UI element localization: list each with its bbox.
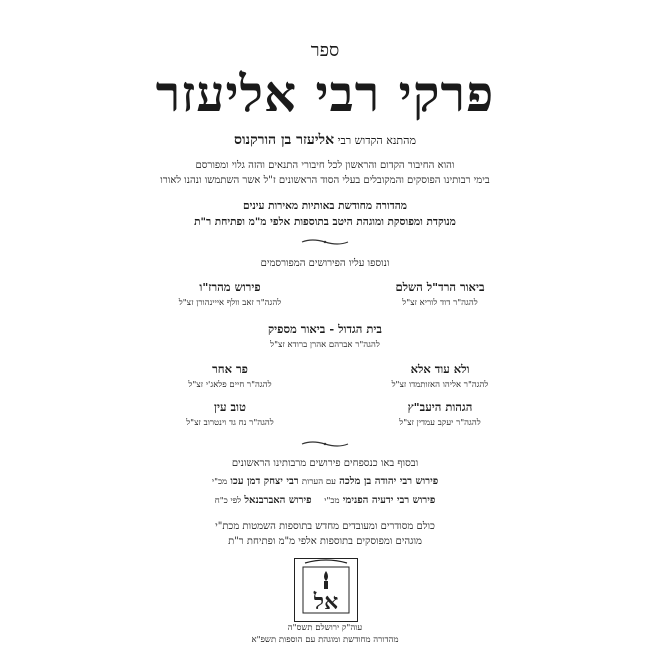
commentary-author: להגה"ר אליהו האזותמדו זצ"ל: [391, 380, 489, 390]
rishonim-line-2: [0, 495, 650, 506]
edition-line-2: מנוקדת ומפוסקת ומוגהת היטב בתוספות אלפי מ"מ ופתיחת ר"ת: [194, 216, 456, 228]
ornament-divider: [300, 440, 350, 448]
ornament-divider: [300, 238, 350, 246]
sefer-label: ספר: [310, 40, 340, 61]
commentary-author: להגה"ר זאב וולף אייינהורן זצ"ל: [178, 298, 282, 308]
rishonim-text: פירוש רבי ידעיה הפנימי: [342, 495, 436, 506]
commentary-beit-hagadol: [215, 322, 435, 350]
commentary-title: הגהות היעב"ץ: [407, 400, 473, 414]
closing-line-2: מוגהים ומפוסקים בתוספות אלפי מ"מ ופתיחת ר"ת: [228, 536, 422, 547]
rishonim-text: רבי יצחק דמן עכו: [230, 476, 299, 487]
commentary-title: ביאור הרד"ל השלם: [395, 280, 485, 294]
rishonim-text: פירוש רבי יהודה בן מלכה: [339, 476, 439, 487]
author-line: [0, 132, 650, 149]
commentary-vela-od: [330, 362, 550, 390]
description-line-1: והוא החיבור הקדום והראשון לכל חיבורי התנאים והזה גלוי ומפורסם: [195, 160, 455, 171]
commentary-hagahot-yaavetz: [330, 400, 550, 428]
commentary-par-acher: [120, 362, 340, 390]
commentary-radal: [330, 280, 550, 308]
publisher-line-2: מהדורה מחודשת ומוגהת עם הוספות תשפ"א: [251, 635, 399, 645]
commentary-maharzu: [120, 280, 340, 308]
commentary-author: להגה"ר נח גד וינטרוב זצ"ל: [186, 418, 274, 428]
rishonim-text: לפי כ"ח: [214, 496, 242, 506]
commentary-author: להגה"ר דוד לוריא זצ"ל: [402, 298, 478, 308]
commentary-title: טוב עין: [214, 400, 246, 414]
commentary-title: ולא עוד אלא: [410, 362, 470, 376]
author-name: אליעזר בן הורקנוס: [233, 132, 335, 148]
publisher-line-1: עוה"ק ירושלם תשס"ה: [287, 623, 363, 633]
rishonim-text: מכ"י: [324, 496, 340, 506]
commentary-author: להגה"ר חיים פלאג'י זצ"ל: [188, 380, 272, 390]
book-title: פרקי רבי אליעזר: [155, 64, 495, 123]
commentary-author: להגה"ר יעקב עמדין זצ"ל: [399, 418, 481, 428]
commentary-title: פר אחר: [212, 362, 248, 376]
publisher-logo: [294, 558, 358, 622]
edition-line-1: מהדורה מחודשת באותיות מאירות עינים: [243, 200, 407, 212]
commentary-title: פירוש מהרז"ו: [199, 280, 261, 294]
rishonim-line-1: [0, 476, 650, 487]
rishonim-text: פירוש האברבנאל: [244, 495, 312, 506]
publisher-logo-icon: [295, 559, 357, 621]
commentary-author: להגה"ר אברהם אהרן ברודא זצ"ל: [270, 340, 380, 350]
logo-letters: אל: [313, 589, 339, 615]
closing-line-1: כולם מסודרים ומעובדים מחדש בתוספות השמטות מכת"י: [215, 521, 435, 532]
commentaries-intro: ונוספו עליו הפירושים המפורסמים: [260, 258, 390, 269]
author-prefix: מהתנא הקדוש רבי: [337, 134, 416, 147]
description-line-2: בימי רבותינו הפוסקים והמקובלים בעלי הסוד הראשונים ז"ל אשר השתמשו ונהנו לאורו: [160, 175, 490, 186]
commentary-tuv-ayin: [120, 400, 340, 428]
rishonim-text: מכ"י: [211, 477, 228, 487]
rishonim-text: עם הערות: [301, 477, 336, 487]
rishonim-intro: ובסוף באו כנספחים פירושים מרבותינו הראשונים: [231, 458, 419, 469]
commentary-title: בית הגדול - ביאור מספיק: [268, 322, 382, 336]
